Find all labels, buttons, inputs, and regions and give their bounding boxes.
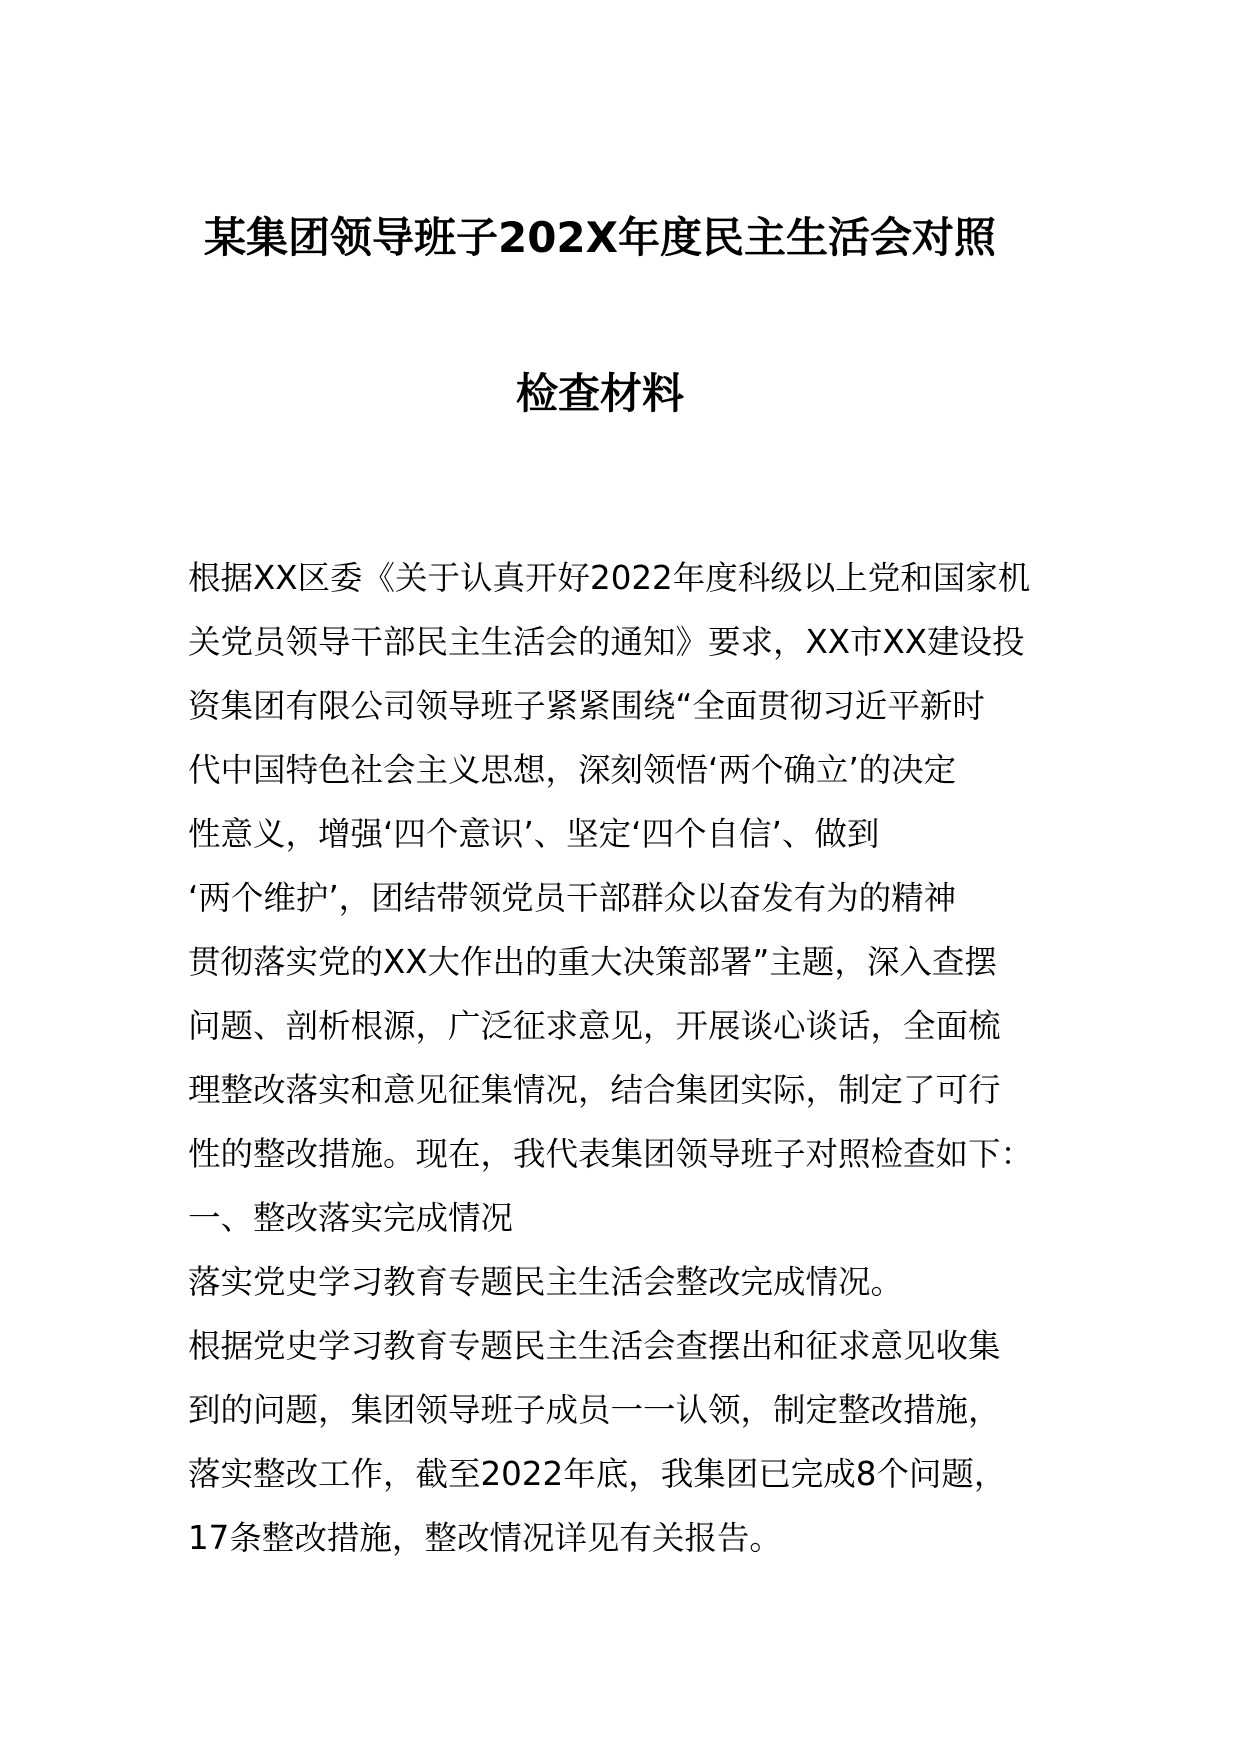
subheading: 落实党史学习教育专题民主生活会整改完成情况。 <box>188 1263 904 1301</box>
body-line: ‘两个维护’，团结带领党员干部群众以奋发有为的精神 <box>188 879 957 917</box>
body-line: 17条整改措施，整改情况详见有关报告。 <box>188 1519 782 1557</box>
body-line: 到的问题，集团领导班子成员一一认领，制定整改措施， <box>188 1391 1001 1429</box>
body-line: 代中国特色社会主义思想，深刻领悟‘两个确立’的决定 <box>188 751 957 789</box>
body-line: 贯彻落实党的XX大作出的重大决策部署”主题，深入查摆 <box>188 943 997 981</box>
body-line: 落实整改工作，截至2022年底，我集团已完成8个问题， <box>188 1455 1007 1493</box>
body-line: 资集团有限公司领导班子紧紧围绕“全面贯彻习近平新时 <box>188 687 985 725</box>
body-line: 根据党史学习教育专题民主生活会查摆出和征求意见收集 <box>188 1327 1001 1365</box>
body-line: 关党员领导干部民主生活会的通知》要求，XX市XX建设投 <box>188 623 1025 661</box>
body-line: 问题、剖析根源，广泛征求意见，开展谈心谈话，全面梳 <box>188 1007 1001 1045</box>
body-line: 理整改落实和意见征集情况，结合集团实际，制定了可行 <box>188 1071 1001 1109</box>
body-line: 性的整改措施。现在，我代表集团领导班子对照检查如下： <box>188 1135 1034 1173</box>
body-line: 性意义，增强‘四个意识’、坚定‘四个自信’、做到 <box>188 815 880 853</box>
document-title-line-1: 某集团领导班子202X年度民主生活会对照 <box>203 213 997 262</box>
section-heading: 一、整改落实完成情况 <box>188 1199 514 1237</box>
body-line: 根据XX区委《关于认真开好2022年度科级以上党和国家机 <box>188 559 1031 597</box>
document-title-line-2: 检查材料 <box>515 369 684 418</box>
